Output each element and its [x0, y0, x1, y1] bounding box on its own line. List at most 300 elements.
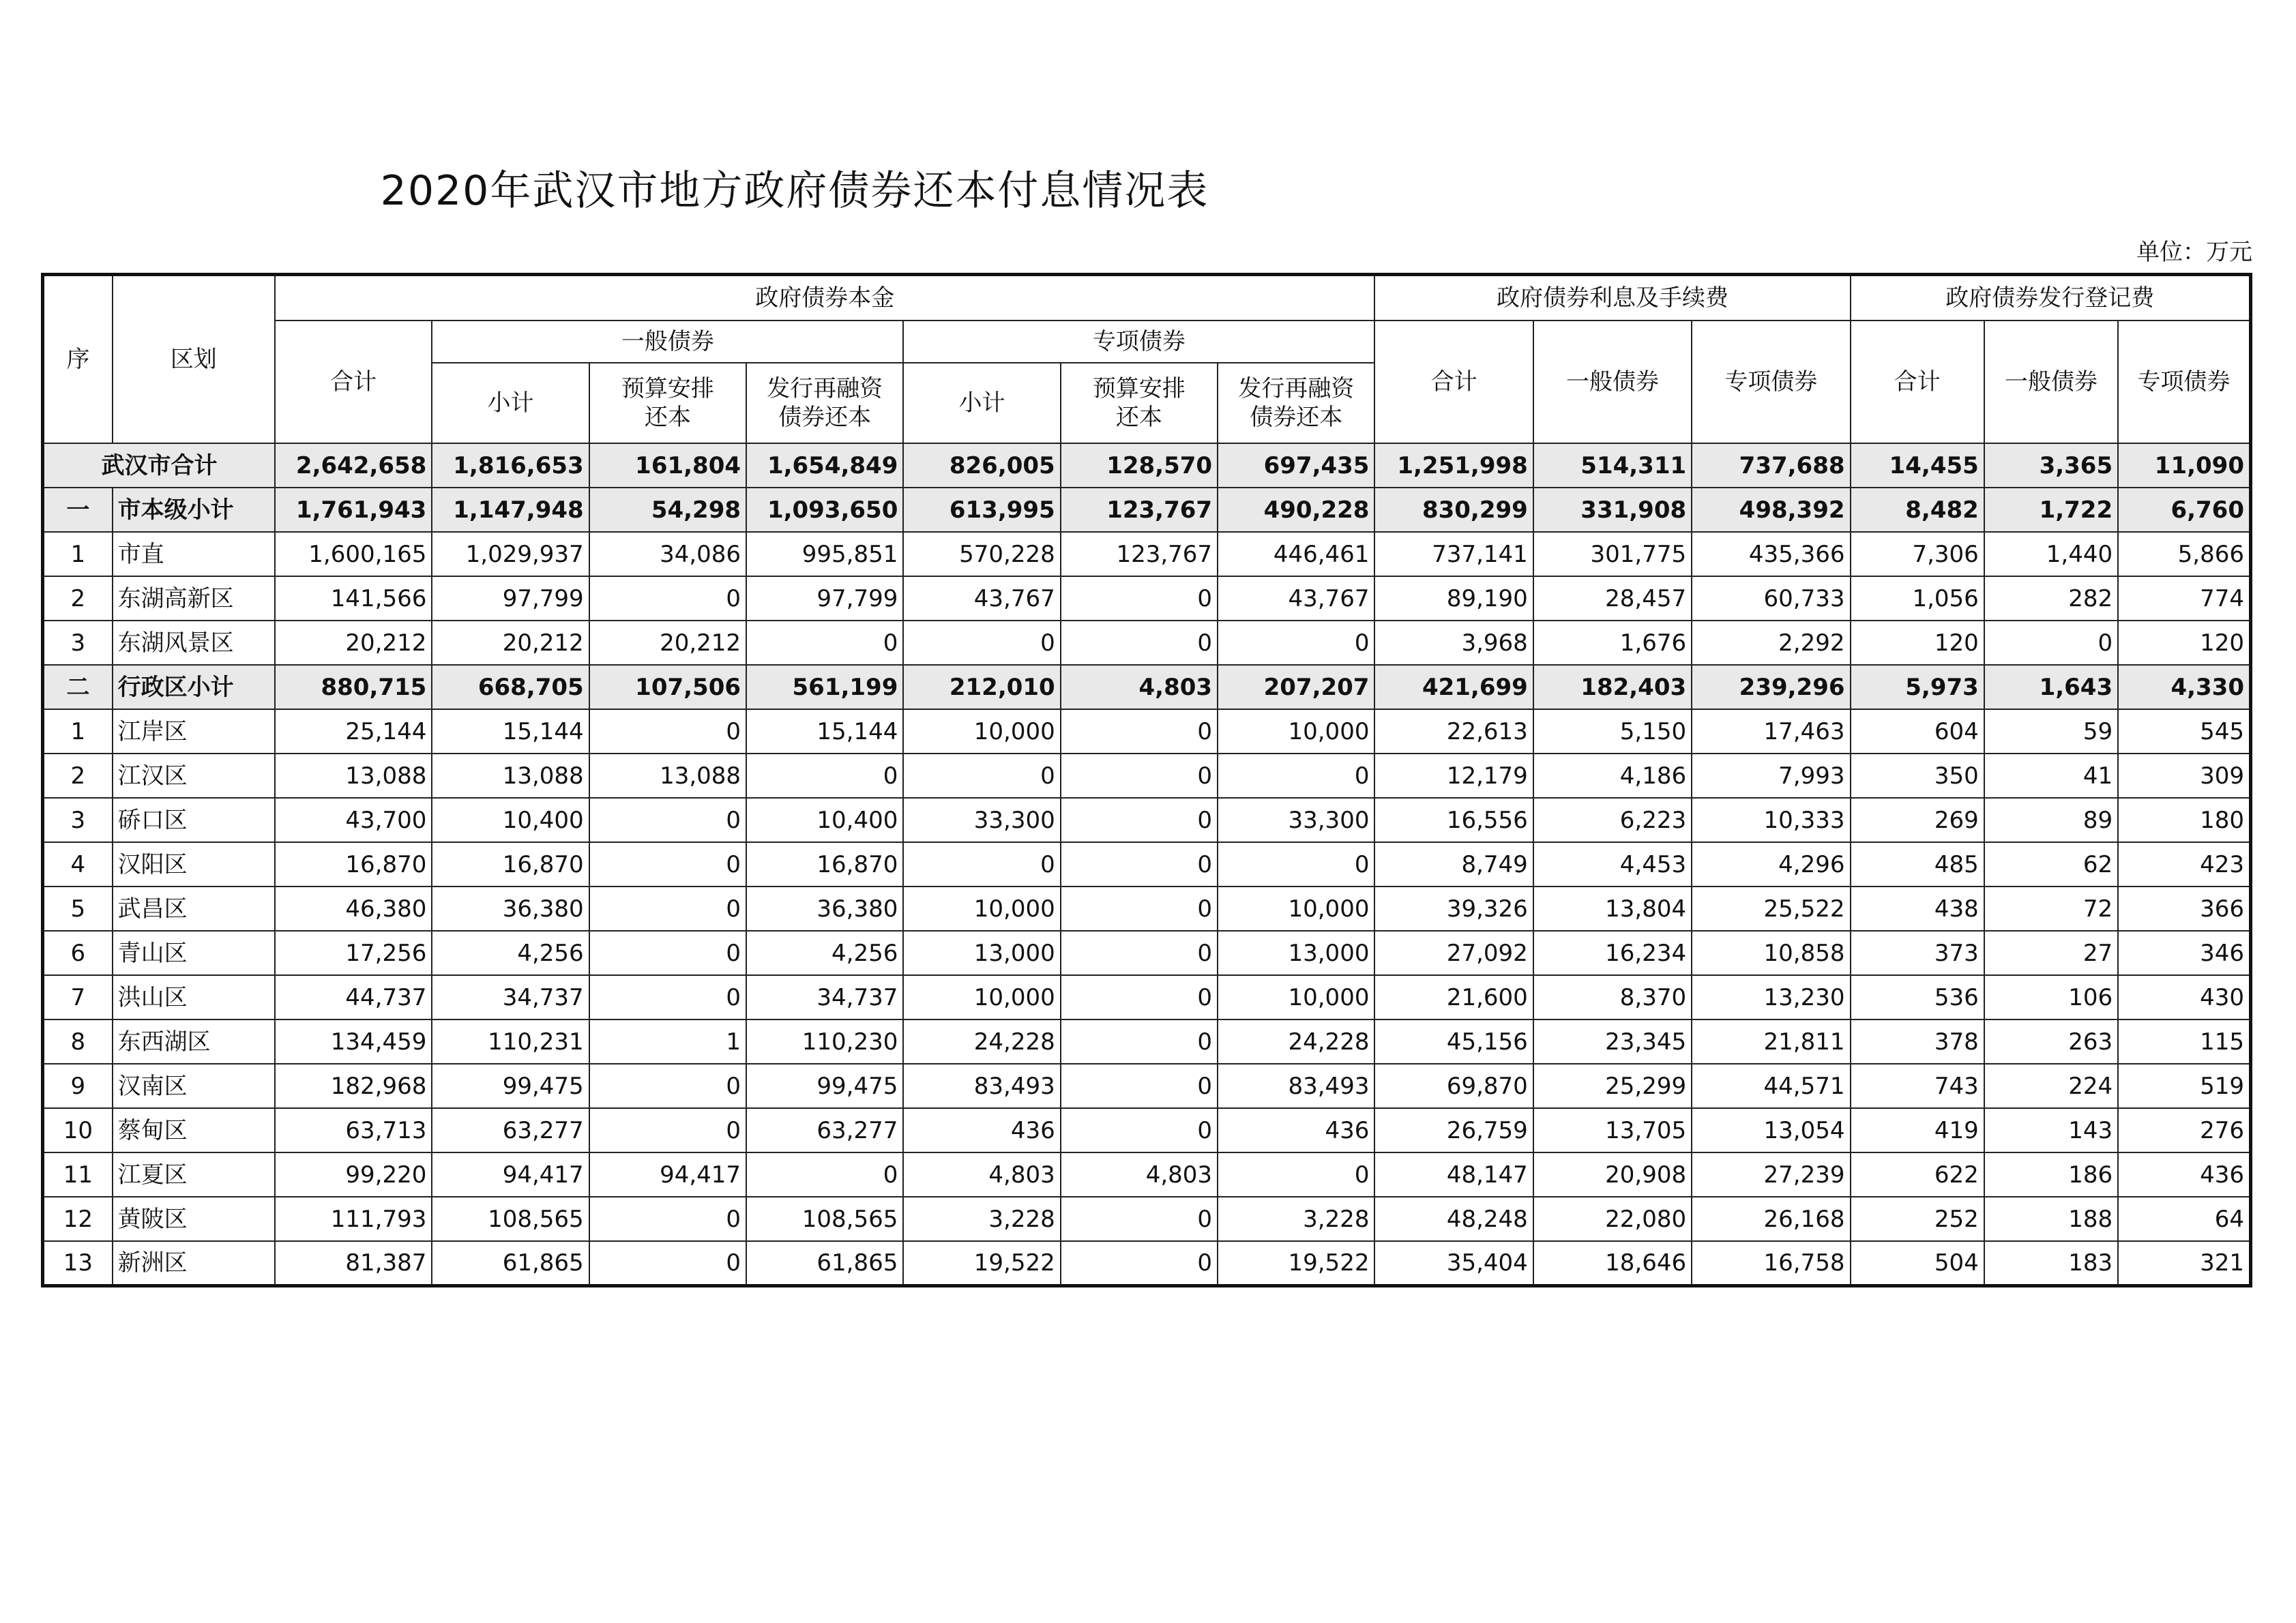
row-value-cell: 22,613	[1374, 709, 1533, 754]
row-value-cell: 212,010	[903, 665, 1060, 709]
row-value-cell: 62	[1984, 842, 2118, 887]
row-seq: 1	[43, 709, 113, 754]
row-value-cell: 8,482	[1851, 488, 1984, 532]
row-value-cell: 13,804	[1533, 887, 1692, 931]
header-fee-group: 政府债券发行登记费	[1851, 275, 2251, 321]
row-value-cell: 25,144	[275, 709, 432, 754]
row-value-cell: 35,404	[1374, 1241, 1533, 1285]
row-value-cell: 21,811	[1692, 1019, 1850, 1064]
row-value-cell: 504	[1851, 1241, 1984, 1285]
row-value-cell: 830,299	[1374, 488, 1533, 532]
row-value-cell: 1,722	[1984, 488, 2118, 532]
row-value-cell: 0	[1061, 798, 1218, 842]
row-value-cell: 183	[1984, 1241, 2118, 1285]
row-value-cell: 995,851	[746, 532, 903, 576]
row-value-cell: 1	[589, 1019, 746, 1064]
row-value-cell: 15,144	[432, 709, 589, 754]
row-value-cell: 11,090	[2118, 443, 2250, 488]
row-value-cell: 622	[1851, 1152, 1984, 1197]
row-value-cell: 111,793	[275, 1197, 432, 1241]
row-value-cell: 44,737	[275, 975, 432, 1019]
row-value-cell: 321	[2118, 1241, 2250, 1285]
row-value-cell: 99,220	[275, 1152, 432, 1197]
row-value-cell: 26,168	[1692, 1197, 1850, 1241]
row-district-name: 武汉市合计	[43, 443, 276, 488]
row-value-cell: 63,277	[432, 1108, 589, 1152]
row-district-name: 硚口区	[113, 798, 275, 842]
document-title: 2020年武汉市地方政府债券还本付息情况表	[380, 167, 1209, 215]
row-value-cell: 46,380	[275, 887, 432, 931]
row-value-cell: 366	[2118, 887, 2250, 931]
row-value-cell: 3,968	[1374, 621, 1533, 665]
row-value-cell: 0	[1061, 1241, 1218, 1285]
row-value-cell: 94,417	[589, 1152, 746, 1197]
row-value-cell: 1,056	[1851, 576, 1984, 621]
row-value-cell: 63,713	[275, 1108, 432, 1152]
row-value-cell: 3,228	[903, 1197, 1060, 1241]
header-general-budget-repay-label: 预算安排还本	[621, 374, 714, 431]
row-value-cell: 27	[1984, 931, 2118, 975]
row-value-cell: 36,380	[746, 887, 903, 931]
row-value-cell: 0	[589, 887, 746, 931]
row-value-cell: 13,088	[275, 754, 432, 798]
row-value-cell: 134,459	[275, 1019, 432, 1064]
row-value-cell: 0	[903, 754, 1060, 798]
row-value-cell: 1,440	[1984, 532, 2118, 576]
row-value-cell: 1,600,165	[275, 532, 432, 576]
row-value-cell: 10,400	[746, 798, 903, 842]
row-value-cell: 10,000	[1218, 709, 1374, 754]
row-value-cell: 436	[903, 1108, 1060, 1152]
row-value-cell: 72	[1984, 887, 2118, 931]
row-value-cell: 0	[1061, 931, 1218, 975]
row-value-cell: 743	[1851, 1064, 1984, 1108]
row-seq: 3	[43, 621, 113, 665]
row-value-cell: 373	[1851, 931, 1984, 975]
row-value-cell: 0	[1984, 621, 2118, 665]
row-value-cell: 16,758	[1692, 1241, 1850, 1285]
row-value-cell: 110,230	[746, 1019, 903, 1064]
row-value-cell: 668,705	[432, 665, 589, 709]
header-special-budget-repay	[1061, 363, 1218, 443]
row-value-cell: 1,643	[1984, 665, 2118, 709]
row-district-name: 东湖风景区	[113, 621, 275, 665]
row-value-cell: 490,228	[1218, 488, 1374, 532]
row-value-cell: 438	[1851, 887, 1984, 931]
row-value-cell: 20,212	[275, 621, 432, 665]
row-value-cell: 0	[589, 1197, 746, 1241]
row-value-cell: 269	[1851, 798, 1984, 842]
row-value-cell: 10,000	[903, 709, 1060, 754]
row-value-cell: 115	[2118, 1019, 2250, 1064]
row-value-cell: 0	[1218, 621, 1374, 665]
table-row	[43, 709, 2251, 754]
row-value-cell: 44,571	[1692, 1064, 1850, 1108]
table-row	[43, 975, 2251, 1019]
row-value-cell: 45,156	[1374, 1019, 1533, 1064]
row-value-cell: 0	[903, 842, 1060, 887]
row-value-cell: 59	[1984, 709, 2118, 754]
row-district-name: 青山区	[113, 931, 275, 975]
row-value-cell: 10,333	[1692, 798, 1850, 842]
row-value-cell: 435,366	[1692, 532, 1850, 576]
header-general-refinance-repay-label: 发行再融资债券还本	[767, 374, 883, 431]
row-value-cell: 69,870	[1374, 1064, 1533, 1108]
row-value-cell: 97,799	[432, 576, 589, 621]
row-value-cell: 89,190	[1374, 576, 1533, 621]
row-value-cell: 10,858	[1692, 931, 1850, 975]
row-value-cell: 186	[1984, 1152, 2118, 1197]
row-value-cell: 1,251,998	[1374, 443, 1533, 488]
row-value-cell: 123,767	[1061, 488, 1218, 532]
row-value-cell: 20,908	[1533, 1152, 1692, 1197]
row-value-cell: 1,761,943	[275, 488, 432, 532]
table-row	[43, 665, 2251, 709]
row-value-cell: 10,000	[1218, 887, 1374, 931]
table-row	[43, 798, 2251, 842]
row-district-name: 黄陂区	[113, 1197, 275, 1241]
row-value-cell: 34,737	[432, 975, 589, 1019]
row-value-cell: 26,759	[1374, 1108, 1533, 1152]
row-value-cell: 43,767	[1218, 576, 1374, 621]
row-value-cell: 60,733	[1692, 576, 1850, 621]
row-value-cell: 430	[2118, 975, 2250, 1019]
header-special-bonds: 专项债券	[903, 321, 1374, 363]
row-value-cell: 0	[746, 621, 903, 665]
row-value-cell: 0	[746, 754, 903, 798]
row-value-cell: 18,646	[1533, 1241, 1692, 1285]
row-value-cell: 0	[1218, 1152, 1374, 1197]
row-value-cell: 1,093,650	[746, 488, 903, 532]
row-value-cell: 13,088	[432, 754, 589, 798]
row-value-cell: 83,493	[1218, 1064, 1374, 1108]
row-value-cell: 2,642,658	[275, 443, 432, 488]
row-value-cell: 19,522	[1218, 1241, 1374, 1285]
row-value-cell: 188	[1984, 1197, 2118, 1241]
row-value-cell: 0	[589, 1241, 746, 1285]
row-value-cell: 4,256	[432, 931, 589, 975]
row-value-cell: 2,292	[1692, 621, 1850, 665]
row-value-cell: 570,228	[903, 532, 1060, 576]
row-value-cell: 180	[2118, 798, 2250, 842]
row-value-cell: 6,223	[1533, 798, 1692, 842]
table-row	[43, 931, 2251, 975]
row-value-cell: 16,556	[1374, 798, 1533, 842]
row-value-cell: 110,231	[432, 1019, 589, 1064]
row-value-cell: 4,453	[1533, 842, 1692, 887]
row-value-cell: 34,737	[746, 975, 903, 1019]
row-value-cell: 4,803	[1061, 665, 1218, 709]
row-value-cell: 5,866	[2118, 532, 2250, 576]
row-value-cell: 48,147	[1374, 1152, 1533, 1197]
row-district-name: 江夏区	[113, 1152, 275, 1197]
table-row	[43, 1019, 2251, 1064]
row-value-cell: 12,179	[1374, 754, 1533, 798]
row-value-cell: 120	[2118, 621, 2250, 665]
row-value-cell: 0	[589, 931, 746, 975]
row-value-cell: 446,461	[1218, 532, 1374, 576]
header-general-budget-repay	[589, 363, 746, 443]
row-value-cell: 33,300	[1218, 798, 1374, 842]
header-special-budget-repay-label: 预算安排还本	[1092, 374, 1186, 431]
row-district-name: 江汉区	[113, 754, 275, 798]
header-general-subtotal: 小计	[432, 363, 589, 443]
row-value-cell: 25,299	[1533, 1064, 1692, 1108]
row-value-cell: 737,141	[1374, 532, 1533, 576]
table-row	[43, 842, 2251, 887]
row-district-name: 汉南区	[113, 1064, 275, 1108]
row-seq: 7	[43, 975, 113, 1019]
row-value-cell: 89	[1984, 798, 2118, 842]
row-value-cell: 4,296	[1692, 842, 1850, 887]
row-value-cell: 7,993	[1692, 754, 1850, 798]
row-value-cell: 252	[1851, 1197, 1984, 1241]
row-value-cell: 485	[1851, 842, 1984, 887]
row-value-cell: 22,080	[1533, 1197, 1692, 1241]
row-value-cell: 0	[746, 1152, 903, 1197]
row-value-cell: 423	[2118, 842, 2250, 887]
row-value-cell: 0	[1061, 1197, 1218, 1241]
header-district: 区划	[113, 275, 275, 444]
row-value-cell: 282	[1984, 576, 2118, 621]
row-value-cell: 16,870	[746, 842, 903, 887]
row-value-cell: 33,300	[903, 798, 1060, 842]
row-value-cell: 737,688	[1692, 443, 1850, 488]
row-value-cell: 13,000	[903, 931, 1060, 975]
row-value-cell: 10,000	[1218, 975, 1374, 1019]
row-value-cell: 16,870	[275, 842, 432, 887]
row-value-cell: 4,330	[2118, 665, 2250, 709]
row-value-cell: 20,212	[432, 621, 589, 665]
row-value-cell: 43,767	[903, 576, 1060, 621]
row-value-cell: 263	[1984, 1019, 2118, 1064]
row-district-name: 江岸区	[113, 709, 275, 754]
row-value-cell: 64	[2118, 1197, 2250, 1241]
row-value-cell: 4,803	[903, 1152, 1060, 1197]
row-value-cell: 1,029,937	[432, 532, 589, 576]
row-value-cell: 24,228	[903, 1019, 1060, 1064]
row-value-cell: 7,306	[1851, 532, 1984, 576]
row-value-cell: 0	[589, 975, 746, 1019]
row-seq: 2	[43, 754, 113, 798]
row-value-cell: 774	[2118, 576, 2250, 621]
row-value-cell: 0	[1061, 1019, 1218, 1064]
row-seq: 10	[43, 1108, 113, 1152]
row-seq: 12	[43, 1197, 113, 1241]
row-value-cell: 16,234	[1533, 931, 1692, 975]
table-row	[43, 1108, 2251, 1152]
row-value-cell: 24,228	[1218, 1019, 1374, 1064]
row-value-cell: 161,804	[589, 443, 746, 488]
row-value-cell: 3,365	[1984, 443, 2118, 488]
row-value-cell: 331,908	[1533, 488, 1692, 532]
row-value-cell: 61,865	[432, 1241, 589, 1285]
row-value-cell: 498,392	[1692, 488, 1850, 532]
row-value-cell: 697,435	[1218, 443, 1374, 488]
table-row	[43, 443, 2251, 488]
header-general-bonds: 一般债券	[432, 321, 903, 363]
row-value-cell: 16,870	[432, 842, 589, 887]
table-row	[43, 754, 2251, 798]
row-value-cell: 4,256	[746, 931, 903, 975]
row-value-cell: 545	[2118, 709, 2250, 754]
row-value-cell: 10,000	[903, 887, 1060, 931]
table-row	[43, 488, 2251, 532]
row-value-cell: 536	[1851, 975, 1984, 1019]
row-value-cell: 14,455	[1851, 443, 1984, 488]
row-value-cell: 0	[589, 798, 746, 842]
row-value-cell: 5,150	[1533, 709, 1692, 754]
table-row	[43, 1197, 2251, 1241]
row-value-cell: 0	[1061, 576, 1218, 621]
row-value-cell: 182,403	[1533, 665, 1692, 709]
header-general-refinance-repay	[746, 363, 903, 443]
header-principal-group: 政府债券本金	[275, 275, 1374, 321]
row-district-name: 东湖高新区	[113, 576, 275, 621]
row-value-cell: 0	[1061, 1108, 1218, 1152]
header-fee-total: 合计	[1851, 321, 1984, 443]
row-district-name: 市直	[113, 532, 275, 576]
row-value-cell: 301,775	[1533, 532, 1692, 576]
table-row	[43, 576, 2251, 621]
row-seq: 4	[43, 842, 113, 887]
debt-table	[41, 273, 2252, 1287]
row-value-cell: 97,799	[746, 576, 903, 621]
row-value-cell: 63,277	[746, 1108, 903, 1152]
row-value-cell: 23,345	[1533, 1019, 1692, 1064]
table-row	[43, 1152, 2251, 1197]
row-value-cell: 28,457	[1533, 576, 1692, 621]
row-value-cell: 561,199	[746, 665, 903, 709]
row-value-cell: 43,700	[275, 798, 432, 842]
row-value-cell: 61,865	[746, 1241, 903, 1285]
row-value-cell: 36,380	[432, 887, 589, 931]
row-value-cell: 13,000	[1218, 931, 1374, 975]
row-value-cell: 13,088	[589, 754, 746, 798]
row-value-cell: 309	[2118, 754, 2250, 798]
row-value-cell: 123,767	[1061, 532, 1218, 576]
table-header	[43, 275, 2251, 444]
row-value-cell: 519	[2118, 1064, 2250, 1108]
table-row	[43, 887, 2251, 931]
header-interest-special: 专项债券	[1692, 321, 1850, 443]
row-value-cell: 378	[1851, 1019, 1984, 1064]
row-value-cell: 10,400	[432, 798, 589, 842]
row-value-cell: 207,207	[1218, 665, 1374, 709]
row-value-cell: 0	[1061, 621, 1218, 665]
row-value-cell: 13,705	[1533, 1108, 1692, 1152]
row-value-cell: 0	[1061, 1064, 1218, 1108]
row-seq: 13	[43, 1241, 113, 1285]
row-value-cell: 436	[1218, 1108, 1374, 1152]
row-value-cell: 106	[1984, 975, 2118, 1019]
table-row	[43, 532, 2251, 576]
row-value-cell: 25,522	[1692, 887, 1850, 931]
row-district-name: 市本级小计	[113, 488, 275, 532]
row-value-cell: 1,654,849	[746, 443, 903, 488]
row-value-cell: 13,230	[1692, 975, 1850, 1019]
header-interest-general: 一般债券	[1533, 321, 1692, 443]
row-value-cell: 421,699	[1374, 665, 1533, 709]
row-value-cell: 1,676	[1533, 621, 1692, 665]
row-value-cell: 99,475	[432, 1064, 589, 1108]
row-value-cell: 0	[589, 1064, 746, 1108]
table-row	[43, 1064, 2251, 1108]
row-value-cell: 8,370	[1533, 975, 1692, 1019]
row-value-cell: 182,968	[275, 1064, 432, 1108]
row-value-cell: 350	[1851, 754, 1984, 798]
row-seq: 6	[43, 931, 113, 975]
row-value-cell: 141,566	[275, 576, 432, 621]
row-value-cell: 346	[2118, 931, 2250, 975]
row-value-cell: 0	[589, 709, 746, 754]
row-value-cell: 826,005	[903, 443, 1060, 488]
row-value-cell: 436	[2118, 1152, 2250, 1197]
row-value-cell: 39,326	[1374, 887, 1533, 931]
row-value-cell: 0	[1218, 754, 1374, 798]
row-value-cell: 81,387	[275, 1241, 432, 1285]
row-value-cell: 107,506	[589, 665, 746, 709]
row-value-cell: 108,565	[746, 1197, 903, 1241]
row-value-cell: 8,749	[1374, 842, 1533, 887]
row-value-cell: 27,092	[1374, 931, 1533, 975]
row-value-cell: 143	[1984, 1108, 2118, 1152]
header-principal-total: 合计	[275, 321, 432, 443]
header-interest-total: 合计	[1374, 321, 1533, 443]
row-value-cell: 20,212	[589, 621, 746, 665]
row-value-cell: 5,973	[1851, 665, 1984, 709]
row-seq: 3	[43, 798, 113, 842]
row-value-cell: 10,000	[903, 975, 1060, 1019]
row-district-name: 蔡甸区	[113, 1108, 275, 1152]
row-value-cell: 0	[589, 842, 746, 887]
row-value-cell: 0	[589, 576, 746, 621]
row-value-cell: 0	[1061, 975, 1218, 1019]
row-value-cell: 0	[903, 621, 1060, 665]
row-seq: 2	[43, 576, 113, 621]
row-seq: 二	[43, 665, 113, 709]
row-value-cell: 15,144	[746, 709, 903, 754]
row-value-cell: 419	[1851, 1108, 1984, 1152]
header-special-refinance-repay-label: 发行再融资债券还本	[1238, 374, 1355, 431]
header-special-refinance-repay	[1218, 363, 1374, 443]
row-seq: 9	[43, 1064, 113, 1108]
row-value-cell: 54,298	[589, 488, 746, 532]
row-district-name: 东西湖区	[113, 1019, 275, 1064]
header-seq: 序	[43, 275, 113, 444]
row-value-cell: 21,600	[1374, 975, 1533, 1019]
row-value-cell: 0	[1218, 842, 1374, 887]
row-value-cell: 0	[1061, 709, 1218, 754]
row-value-cell: 3,228	[1218, 1197, 1374, 1241]
row-value-cell: 17,463	[1692, 709, 1850, 754]
table-row	[43, 621, 2251, 665]
row-value-cell: 1,147,948	[432, 488, 589, 532]
row-value-cell: 19,522	[903, 1241, 1060, 1285]
row-value-cell: 48,248	[1374, 1197, 1533, 1241]
table-body	[43, 443, 2251, 1285]
row-value-cell: 880,715	[275, 665, 432, 709]
row-value-cell: 13,054	[1692, 1108, 1850, 1152]
row-value-cell: 604	[1851, 709, 1984, 754]
row-value-cell: 34,086	[589, 532, 746, 576]
row-value-cell: 41	[1984, 754, 2118, 798]
row-value-cell: 4,803	[1061, 1152, 1218, 1197]
row-value-cell: 224	[1984, 1064, 2118, 1108]
row-value-cell: 0	[1061, 842, 1218, 887]
row-seq: 8	[43, 1019, 113, 1064]
header-special-subtotal: 小计	[903, 363, 1060, 443]
